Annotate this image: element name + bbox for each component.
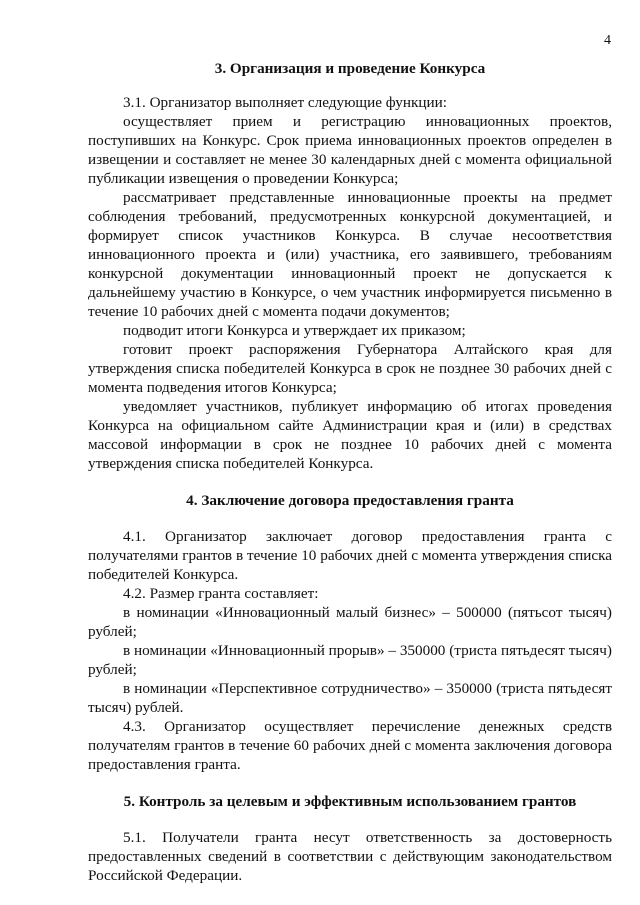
document-body [88, 58, 612, 885]
section-4-paragraph-3: в номинации «Инновационный малый бизнес» – 500000 (пятьсот тысяч) рублей; [88, 604, 612, 640]
section-3-paragraph-6: уведомляет участников, публикует информацию об итогах проведения Конкурса на официальном сайте Администрации края и (или) в средствах массовой информации в срок не позднее 10 рабочих дней с момента утверждения списка победителей Конкурса. [88, 398, 612, 472]
section-3-paragraph-3: рассматривает представленные инновационные проекты на предмет соблюдения требований, предусмотренных конкурсной документацией, и формирует список участников Конкурса. В случае несоответствия инновационного проекта и (или) участника, его заявившего, требованиям конкурсной документации инновационный проект не допускается к дальнейшему участию в Конкурсе, о чем участник информируется письменно в течение 10 рабочих дней с момента подачи документов; [88, 189, 612, 320]
section-5-paragraph-1: 5.1. Получатели гранта несут ответственность за достоверность предоставленных сведений в соответствии с действующим законодательством Российской Федерации. [88, 829, 612, 884]
section-4-paragraph-4: в номинации «Инновационный прорыв» – 350000 (триста пятьдесят тысяч) рублей; [88, 642, 612, 678]
page-number: 4 [604, 33, 611, 48]
section-4-paragraph-6: 4.3. Организатор осуществляет перечисление денежных средств получателям грантов в течение 60 рабочих дней с момента заключения договора предоставления гранта. [88, 718, 612, 773]
section-3-paragraph-1: 3.1. Организатор выполняет следующие функции: [123, 94, 447, 111]
section-3-heading: 3. Организация и проведение Конкурса [214, 60, 486, 77]
section-4-heading: 4. Заключение договора предоставления гранта [186, 492, 514, 509]
section-4-paragraph-2: 4.2. Размер гранта составляет: [123, 585, 319, 602]
section-4-paragraph-1: 4.1. Организатор заключает договор предоставления гранта с получателями грантов в течение 10 рабочих дней с момента утверждения списка победителей Конкурса. [88, 528, 612, 583]
section-5-heading: 5. Контроль за целевым и эффективным использованием грантов [123, 793, 577, 810]
section-3-paragraph-2: осуществляет прием и регистрацию инновационных проектов, поступивших на Конкурс. Срок приема инновационных проектов определен в извещении и составляет не менее 30 календарных дней с момента официальной публикации извещения о проведении Конкурса; [88, 113, 612, 187]
section-3-paragraph-5: готовит проект распоряжения Губернатора Алтайского края для утверждения списка победителей Конкурса в срок не позднее 30 рабочих дней с момента подведения итогов Конкурса; [88, 341, 612, 396]
section-4-paragraph-5: в номинации «Перспективное сотрудничество» – 350000 (триста пятьдесят тысяч) рублей. [88, 680, 612, 716]
section-3-paragraph-4: подводит итоги Конкурса и утверждает их приказом; [123, 322, 466, 339]
